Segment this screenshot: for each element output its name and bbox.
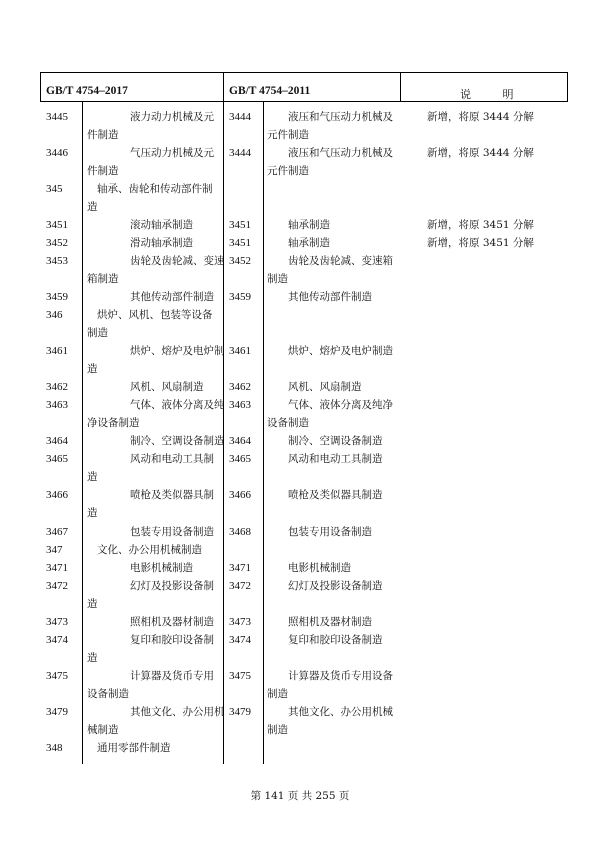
row-code-2011: 3479 [229,706,251,718]
row-code-2017: 348 [46,742,63,754]
page-number: 第 141 页 共 255 页 [250,790,350,802]
row-code-2017: 3466 [46,489,68,501]
row-text-2017: 喷枪及类似器具制 [130,489,214,501]
table-right-rule [567,72,568,102]
row-text-2011: 制造 [267,273,288,285]
row-text-2017: 气压动力机械及元 [130,147,214,159]
row-code-2011: 3468 [229,526,251,538]
header-col-2011: GB/T 4754–2011 [229,85,311,97]
row-code-2017: 3446 [46,147,68,159]
row-code-2011: 3459 [229,291,251,303]
row-text-2017: 复印和胶印设备制 [130,634,214,646]
row-text-2017: 造 [87,652,98,664]
row-note: 新增，将原 3444 分解 [427,111,534,123]
row-text-2011: 液压和气压动力机械及 [288,111,393,123]
row-text-2017: 制造 [87,327,108,339]
row-code-2017: 3463 [46,399,68,411]
row-text-2011: 计算器及货币专用设备 [288,670,393,682]
row-text-2017: 造 [87,507,98,519]
row-code-2011: 3444 [229,147,251,159]
row-text-2017: 设备制造 [87,688,129,700]
row-text-2011: 元件制造 [267,165,309,177]
row-text-2011: 设备制造 [267,417,309,429]
row-text-2017: 电影机械制造 [130,562,193,574]
row-text-2017: 齿轮及齿轮减、变速 [130,255,225,267]
row-code-2017: 3451 [46,219,68,231]
row-note: 新增，将原 3444 分解 [427,147,534,159]
row-text-2011: 其他传动部件制造 [288,291,372,303]
row-text-2011: 液压和气压动力机械及 [288,147,393,159]
row-code-2011: 3452 [229,255,251,267]
row-text-2017: 幻灯及投影设备制 [130,580,214,592]
row-text-2017: 制冷、空调设备制造 [130,435,225,447]
row-text-2011: 其他文化、办公用机械 [288,706,393,718]
row-text-2011: 轴承制造 [288,219,330,231]
row-code-2011: 3473 [229,616,251,628]
row-text-2017: 净设备制造 [87,417,140,429]
row-text-2017: 包装专用设备制造 [130,526,214,538]
row-text-2011: 风动和电动工具制造 [288,453,383,465]
row-code-2017: 347 [46,544,63,556]
row-code-2017: 345 [46,183,63,195]
row-text-2017: 烘炉、风机、包装等设备 [97,309,213,321]
row-code-2017: 3472 [46,580,68,592]
row-text-2017: 通用零部件制造 [97,742,171,754]
row-text-2017: 液力动力机械及元 [130,111,214,123]
right-code-rule [263,102,264,764]
row-code-2017: 3459 [46,291,68,303]
col-divider-1 [223,72,224,764]
row-text-2017: 造 [87,598,98,610]
row-code-2017: 3464 [46,435,68,447]
row-text-2011: 气体、液体分离及纯净 [288,399,393,411]
row-text-2017: 其他文化、办公用机 [130,706,225,718]
row-text-2011: 烘炉、熔炉及电炉制造 [288,345,393,357]
row-text-2011: 风机、风扇制造 [288,381,362,393]
row-text-2011: 电影机械制造 [288,562,351,574]
row-code-2011: 3464 [229,435,251,447]
row-text-2017: 轴承、齿轮和传动部件制 [97,183,213,195]
row-text-2017: 箱制造 [87,273,119,285]
row-code-2011: 3471 [229,562,251,574]
row-text-2017: 滚动轴承制造 [130,219,193,231]
row-text-2017: 件制造 [87,165,119,177]
row-code-2011: 3474 [229,634,251,646]
row-text-2011: 制造 [267,688,288,700]
table-top-rule [40,72,568,73]
col-divider-2 [400,72,401,102]
row-text-2017: 滑动轴承制造 [130,237,193,249]
row-code-2011: 3465 [229,453,251,465]
row-code-2017: 3479 [46,706,68,718]
row-code-2017: 3471 [46,562,68,574]
table-left-rule [40,72,41,102]
row-code-2017: 3453 [46,255,68,267]
row-text-2011: 制造 [267,724,288,736]
row-text-2011: 元件制造 [267,129,309,141]
row-text-2011: 齿轮及齿轮减、变速箱 [288,255,393,267]
row-code-2011: 3472 [229,580,251,592]
row-text-2017: 件制造 [87,129,119,141]
row-text-2011: 轴承制造 [288,237,330,249]
row-code-2017: 3445 [46,111,68,123]
row-text-2011: 喷枪及类似器具制造 [288,489,383,501]
row-code-2017: 3467 [46,526,68,538]
row-code-2017: 3462 [46,381,68,393]
row-text-2011: 照相机及器材制造 [288,616,372,628]
row-text-2017: 风动和电动工具制 [130,453,214,465]
row-code-2017: 346 [46,309,63,321]
row-code-2011: 3466 [229,489,251,501]
row-text-2017: 风机、风扇制造 [130,381,204,393]
row-note: 新增，将原 3451 分解 [427,219,534,231]
row-text-2017: 其他传动部件制造 [130,291,214,303]
row-code-2017: 3461 [46,345,68,357]
row-code-2011: 3463 [229,399,251,411]
row-code-2011: 3475 [229,670,251,682]
row-note: 新增，将原 3451 分解 [427,237,534,249]
row-code-2017: 3465 [46,453,68,465]
row-text-2011: 幻灯及投影设备制造 [288,580,383,592]
row-text-2017: 造 [87,201,98,213]
row-code-2011: 3444 [229,111,251,123]
row-text-2017: 烘炉、熔炉及电炉制 [130,345,225,357]
header-col-note: 说 明 [460,88,528,101]
row-text-2017: 造 [87,471,98,483]
row-text-2017: 械制造 [87,724,119,736]
row-text-2017: 气体、液体分离及纯 [130,399,225,411]
row-code-2017: 3475 [46,670,68,682]
row-text-2017: 照相机及器材制造 [130,616,214,628]
header-col-2017: GB/T 4754–2017 [46,85,128,97]
row-code-2017: 3452 [46,237,68,249]
row-code-2017: 3474 [46,634,68,646]
row-text-2017: 计算器及货币专用 [130,670,214,682]
row-text-2011: 复印和胶印设备制造 [288,634,383,646]
row-text-2011: 包装专用设备制造 [288,526,372,538]
row-code-2011: 3462 [229,381,251,393]
left-code-rule [82,102,83,764]
row-code-2011: 3461 [229,345,251,357]
row-text-2017: 文化、办公用机械制造 [97,544,202,556]
row-code-2017: 3473 [46,616,68,628]
row-code-2011: 3451 [229,237,251,249]
row-text-2017: 造 [87,363,98,375]
row-code-2011: 3451 [229,219,251,231]
row-text-2011: 制冷、空调设备制造 [288,435,383,447]
